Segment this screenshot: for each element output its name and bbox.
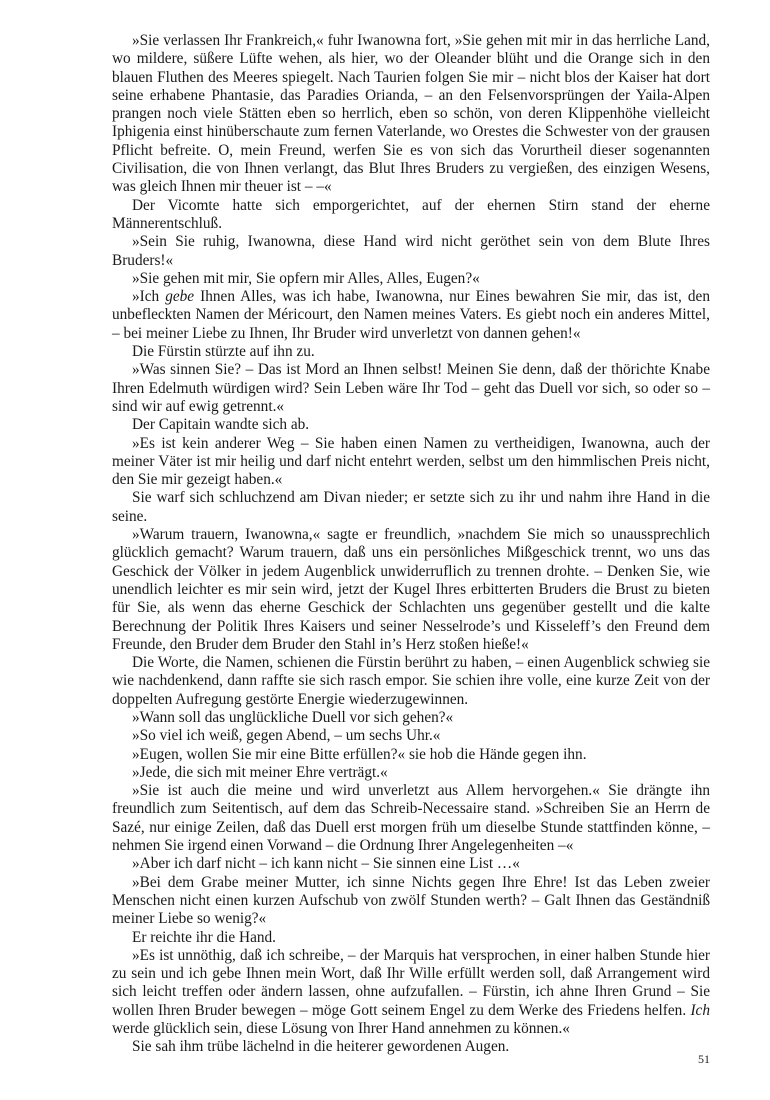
paragraph: »Sie verlassen Ihr Frankreich,« fuhr Iwanowna fort, »Sie gehen mit mir in das herrliche Land, wo mildere, süßere Lüfte wehen, als hier, wo der Oleander blüht und die Orange sich in den blauen Fluthen des Meeres spiegelt. Nach Taurien folgen Sie mir – nicht blos der Kaiser hat dort seine erhabene Phantasie, das Paradies Orianda, – an den Felsenvorsprüngen der Yaila-Alpen prangen noch viele Stätten eben so herrlich, eben so schön, von deren Klippenhöhe vielleicht Iphigenia einst hinüberschaute zum fernen Vaterlande, wo Orestes die Schwester von der grausen Pflicht befreite. O, mein Freund, werfen Sie es von sich das Vorurtheil dieser sogenannten Civilisation, die von Ihnen verlangt, das Blut Ihres Bruders zu vergießen, des einzigen Wesens, was gleich Ihnen mir theuer ist – –« [112, 32, 710, 196]
paragraph: Die Fürstin stürzte auf ihn zu. [132, 343, 315, 361]
text-run: werde glücklich sein, diese Lösung von Ihrer Hand annehmen zu können.« [112, 1020, 570, 1038]
text-run: Ihnen Alles, was ich habe, Iwanowna, nur Eines bewahren Sie mir, das ist, den unbefleckten Namen der Méricourt, den Namen meines Vaters. Es giebt noch ein anderes Mittel, – bei meiner Liebe zu Ihnen, Ihr Bruder wird unverletzt von dannen gehen!« [112, 288, 710, 342]
paragraph: Sie sah ihm trübe lächelnd in die heiterer gewordenen Augen. [132, 1038, 510, 1056]
paragraph: Er reichte ihr die Hand. [132, 928, 276, 946]
paragraph [112, 947, 710, 1038]
paragraph: »Wann soll das unglückliche Duell vor sich gehen?« [132, 708, 454, 726]
paragraph: »Jede, die sich mit meiner Ehre verträgt.« [132, 763, 388, 781]
paragraph: Der Vicomte hatte sich emporgerichtet, auf der ehernen Stirn stand der eherne Männerentschluß. [112, 196, 710, 232]
paragraph: »Es ist kein anderer Weg – Sie haben einen Namen zu vertheidigen, Iwanowna, auch der meiner Väter ist mir heilig und darf nicht entehrt werden, selbst um den himmlischen Preis nicht, den Sie mir gezeigt haben.« [112, 434, 710, 489]
emphasis: Ich [690, 1001, 710, 1019]
page-number: 51 [698, 1052, 710, 1066]
paragraph: »Sie gehen mit mir, Sie opfern mir Alles, Alles, Eugen?« [132, 269, 480, 287]
paragraph: »Sie ist auch die meine und wird unverletzt aus Allem hervorgehen.« Sie drängte ihn freundlich zum Seitentisch, auf dem das Schreib-Necessaire stand. »Schreiben Sie an Herrn de Sazé, nur einige Zeilen, daß das Duell erst morgen früh um dieselbe Stunde stattfinden könne, – nehmen Sie irgend einen Vorwand – die Ordnung Ihrer Angelegenheiten –« [112, 782, 710, 855]
paragraph: »Sein Sie ruhig, Iwanowna, diese Hand wird nicht geröthet sein von dem Blute Ihres Bruders!« [112, 233, 710, 269]
paragraph: »Was sinnen Sie? – Das ist Mord an Ihnen selbst! Meinen Sie denn, daß der thörichte Knabe Ihren Edelmuth würdigen wird? Sein Leben wäre Ihr Tod – geht das Duell vor sich, so oder so – sind wir auf ewig getrennt.« [112, 361, 710, 415]
text-run: »Es ist unnöthig, daß ich schreibe, – der Marquis hat versprochen, in einer halben Stunde hier zu sein und ich gebe Ihnen mein Wort, daß Ihr Wille erfüllt werden soll, daß Arrangement wird sich leicht treffen oder ändern lassen, ohne aufzufallen. – Fürstin, ich ahne Ihren Grund – Sie wollen Ihren Bruder bewegen – möge Gott seinem Engel zu dem Werke des Friedens helfen. [112, 946, 710, 1019]
paragraph: »Bei dem Grabe meiner Mutter, ich sinne Nichts gegen Ihre Ehre! Ist das Leben zweier Menschen nicht einen kurzen Aufschub von zwölf Stunden werth? – Galt Ihnen das Geständniß meiner Liebe so wenig?« [112, 873, 710, 928]
paragraph: »Eugen, wollen Sie mir eine Bitte erfüllen?« sie hob die Hände gegen ihn. [132, 745, 587, 763]
paragraph: Der Capitain wandte sich ab. [132, 416, 310, 434]
paragraph: Sie warf sich schluchzend am Divan nieder; er setzte sich zu ihr und nahm ihre Hand in die seine. [112, 489, 710, 525]
paragraph: Die Worte, die Namen, schienen die Fürstin berührt zu haben, – einen Augenblick schwieg sie wie nachdenkend, dann raffte sie sich rasch empor. Sie schien ihre volle, eine kurze Zeit von der doppelten Aufregung gestörte Energie wiederzugewinnen. [112, 654, 710, 708]
paragraph: »So viel ich weiß, gegen Abend, – um sechs Uhr.« [132, 727, 441, 745]
paragraph [112, 288, 710, 343]
text-run: »Ich [132, 288, 166, 306]
page-body [112, 32, 710, 1057]
emphasis: gebe [165, 288, 195, 306]
paragraph: »Warum trauern, Iwanowna,« sagte er freundlich, »nachdem Sie mich so unaussprechlich glücklich gemacht? Warum trauern, daß uns ein persönliches Mißgeschick trennt, wo uns das Geschick der Völker in jedem Augenblick unwiderruflich zu trennen drohte. – Denken Sie, wie unendlich leichter es mir sein wird, jetzt der Kugel Ihres erbitterten Bruders die Brust zu bieten für Sie, als wenn das eherne Geschick der Schlachten uns gegenüber gestellt und die kalte Berechnung der Politik Ihres Kaisers und seiner Nesselrode’s und Kisseleff’s den Freund dem Freunde, den Bruder dem Bruder den Stahl in’s Herz stoßen hieße!« [112, 526, 710, 653]
paragraph: »Aber ich darf nicht – ich kann nicht – Sie sinnen eine List …« [132, 855, 520, 873]
